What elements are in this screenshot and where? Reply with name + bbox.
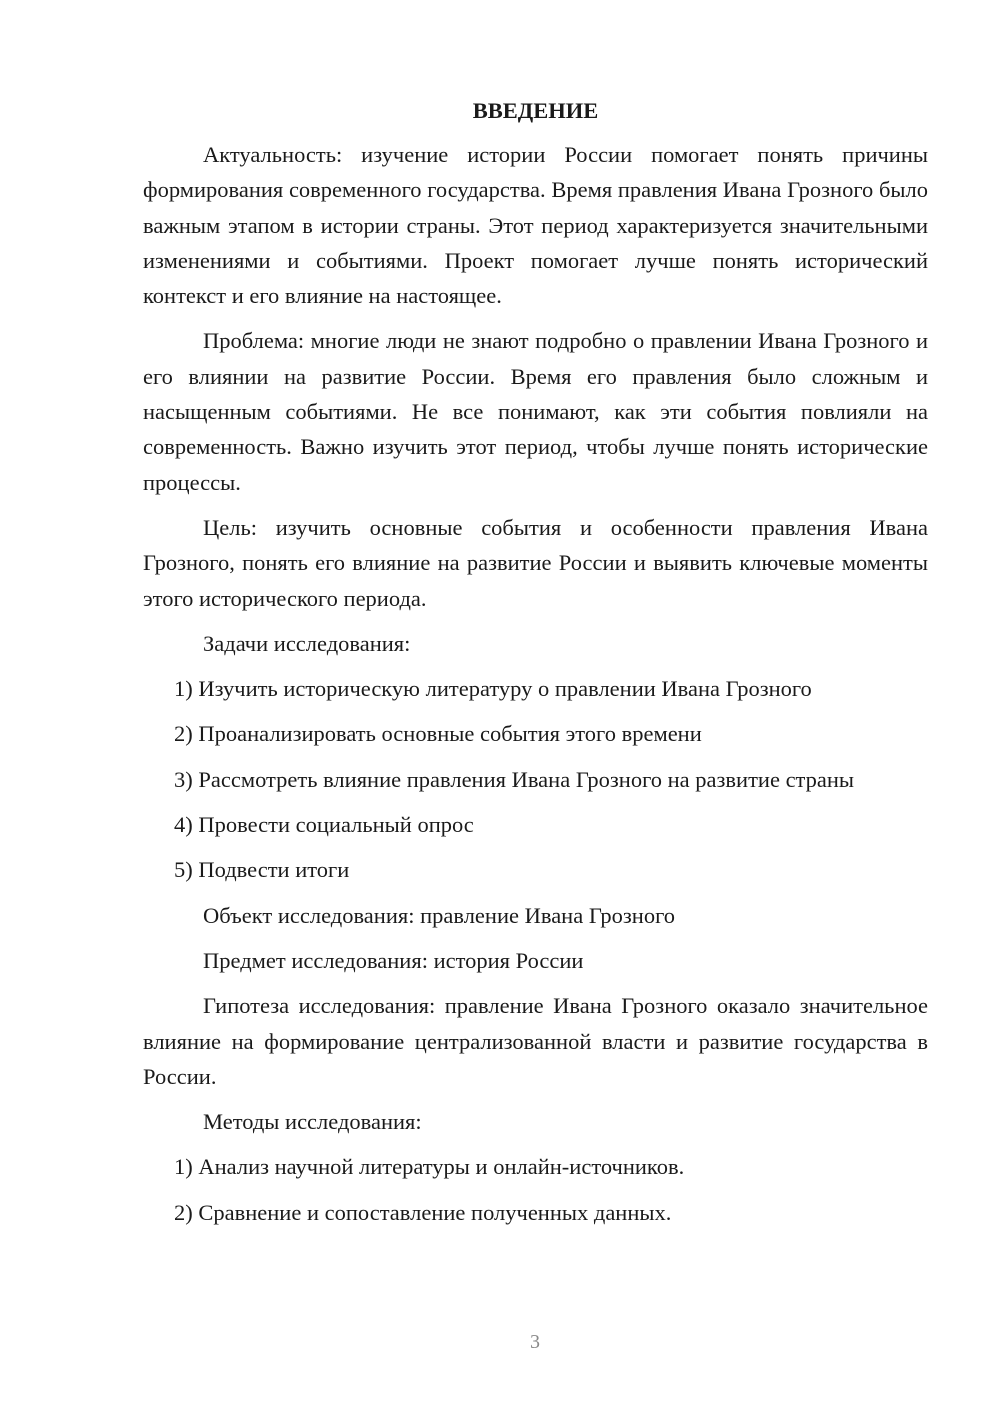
method-item-2: 2) Сравнение и сопоставление полученных данных. xyxy=(174,1199,672,1225)
task-item-5: 5) Подвести итоги xyxy=(174,857,350,883)
hypothesis-paragraph: Гипотеза исследования: правление Ивана Грозного оказало значительное влияние на формирование централизованной власти и развитие государства в России. xyxy=(143,993,928,1089)
research-object: Объект исследования: правление Ивана Грозного xyxy=(203,902,676,928)
task-item-1: 1) Изучить историческую литературу о правлении Ивана Грозного xyxy=(174,676,812,702)
relevance-paragraph: Актуальность: изучение истории России помогает понять причины формирования современного государства. Время правления Ивана Грозного было важным этапом в истории страны. Этот период характеризуется значительными изменениями и событиями. Проект помогает лучше понять исторический контекст и его влияние на настоящее. xyxy=(143,142,928,309)
goal-paragraph: Цель: изучить основные события и особенности правления Ивана Грозного, понять его влияние на развитие России и выявить ключевые моменты этого исторического периода. xyxy=(143,514,928,611)
page-content xyxy=(143,96,928,1240)
method-item-1: 1) Анализ научной литературы и онлайн-источников. xyxy=(174,1154,685,1180)
task-item-4: 4) Провести социальный опрос xyxy=(174,812,474,838)
problem-paragraph: Проблема: многие люди не знают подробно о правлении Ивана Грозного и его влиянии на развитие России. Время его правления было сложным и насыщенным событиями. Не все понимают, как эти события повлияли на современность. Важно изучить этот период, чтобы лучше понять исторические процессы. xyxy=(143,328,928,495)
page-number: 3 xyxy=(530,1331,540,1353)
methods-heading: Методы исследования: xyxy=(203,1109,422,1135)
research-subject: Предмет исследования: история России xyxy=(203,947,584,973)
task-item-2: 2) Проанализировать основные события этого времени xyxy=(174,721,702,747)
section-title: ВВЕДЕНИЕ xyxy=(472,98,599,123)
task-item-3: 3) Рассмотреть влияние правления Ивана Грозного на развитие страны xyxy=(174,766,855,792)
tasks-heading: Задачи исследования: xyxy=(203,630,411,656)
